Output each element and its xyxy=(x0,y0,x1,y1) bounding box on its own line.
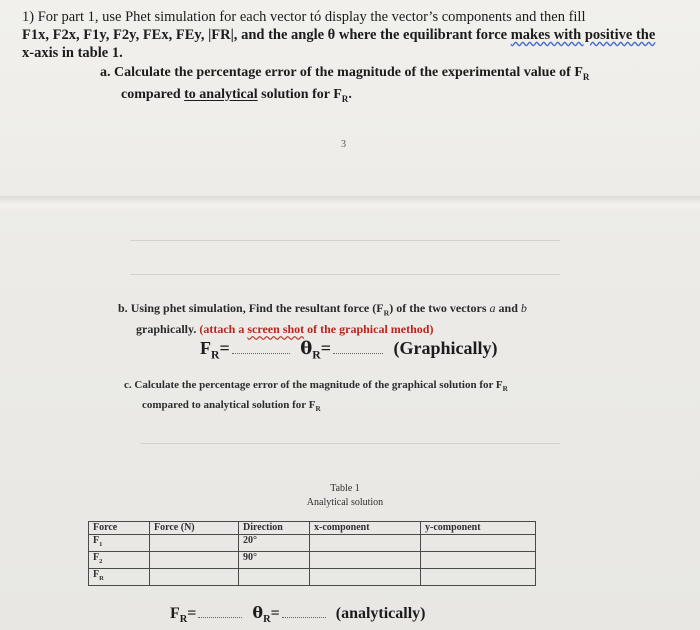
row-y-component xyxy=(421,535,536,552)
row-force-value xyxy=(150,535,239,552)
header-x-component: x-component xyxy=(310,522,421,535)
bottom-fr-label: F xyxy=(170,605,180,622)
bottom-fr-subscript: R xyxy=(179,614,188,626)
question-1-line-1: 1) For part 1, use Phet simulation for each vector tó display the vector’s components and then fill xyxy=(22,9,586,25)
part-b-attach: (attach a xyxy=(199,322,245,337)
bottom-theta-label: θ xyxy=(252,603,264,622)
part-a xyxy=(100,64,589,108)
bottom-theta-subscript: R xyxy=(263,614,271,626)
row-direction: 90° xyxy=(239,552,310,569)
header-y-component: y-component xyxy=(421,522,536,535)
row-x-component xyxy=(310,535,421,552)
part-c-subscript-1: R xyxy=(502,385,508,394)
vector-list: F1x, F2x, F1y, F2y, FEx, FEy, |FR|, xyxy=(22,27,238,43)
part-b-screenshot: screen shot xyxy=(247,322,305,337)
row-x-component xyxy=(310,552,421,569)
part-a-compared: compared xyxy=(121,86,181,102)
part-b-line-1: Using phet simulation, Find the resultant force (F xyxy=(130,301,384,315)
table-header-row xyxy=(89,522,536,535)
fr-subscript: R xyxy=(211,348,220,362)
part-b-line-1-post: ) of the two vectors xyxy=(389,301,487,315)
part-a-underlined: to analytical xyxy=(184,86,258,102)
part-b-graphically: graphically. xyxy=(136,322,197,337)
part-c-line-2: compared to analytical solution for F xyxy=(142,399,316,412)
row-x-component xyxy=(310,569,421,586)
theta-label: θ xyxy=(300,338,313,359)
row-direction: 20° xyxy=(239,535,310,552)
theta-equals: = xyxy=(320,338,331,358)
theta-blank xyxy=(333,353,383,354)
vector-a: a xyxy=(489,301,496,315)
table-row xyxy=(89,569,536,586)
theta-subscript: R xyxy=(312,348,321,362)
bottom-fr-equals: = xyxy=(187,605,197,622)
question-1-line-2 xyxy=(22,26,655,44)
graphical-result-line xyxy=(200,338,497,362)
graphically-label: (Graphically) xyxy=(393,338,498,358)
row-force-label: $F_1$ xyxy=(89,535,150,552)
part-a-subscript-1: R xyxy=(582,71,590,82)
table-title xyxy=(300,482,390,510)
bottom-theta-blank xyxy=(282,617,326,618)
part-c xyxy=(124,377,508,417)
part-b-subscript: R xyxy=(383,308,390,318)
part-a-subscript-2: R xyxy=(341,93,349,104)
row-direction xyxy=(239,569,310,586)
table-row xyxy=(89,535,536,552)
table-row xyxy=(89,552,536,569)
bottom-theta-equals: = xyxy=(270,605,280,622)
faint-rule xyxy=(140,443,560,444)
part-a-period: . xyxy=(348,86,352,102)
row-force-value xyxy=(150,569,239,586)
header-force-n: Force (N) xyxy=(150,522,239,535)
bottom-fr-blank xyxy=(198,617,242,618)
part-a-line-1: Calculate the percentage error of the magnitude of the experimental value of F xyxy=(114,65,583,80)
header-direction: Direction xyxy=(239,522,310,535)
fr-blank xyxy=(232,353,290,354)
page-number: 3 xyxy=(341,139,346,150)
row-y-component xyxy=(421,569,536,586)
analytical-result-line xyxy=(170,603,426,625)
faint-rule xyxy=(130,274,560,275)
row-force-label: $F_2$ xyxy=(89,552,150,569)
vector-b: b xyxy=(520,301,527,315)
part-b xyxy=(118,300,527,338)
table-subtitle: Analytical solution xyxy=(306,497,384,508)
faint-rule xyxy=(130,240,560,241)
part-b-and: and xyxy=(498,301,518,315)
analytically-label: (analytically) xyxy=(335,605,426,622)
page-fold-edge xyxy=(0,196,700,210)
row-force-value xyxy=(150,552,239,569)
row-force-label: $F_R$ xyxy=(89,569,150,586)
analytical-table xyxy=(88,521,536,586)
row-y-component xyxy=(421,552,536,569)
part-c-subscript-2: R xyxy=(315,405,321,414)
part-b-graphical-method: of the graphical method) xyxy=(307,322,434,337)
question-1-line-2-text: and the angle θ where the equilibrant force xyxy=(241,27,508,43)
part-c-label: c. xyxy=(124,379,132,391)
fr-label: F xyxy=(200,338,211,358)
table-number: Table 1 xyxy=(330,483,360,494)
fr-equals: = xyxy=(219,338,230,358)
header-force: Force xyxy=(89,522,150,535)
question-1-underlined-text: makes with positive the xyxy=(510,27,656,43)
part-c-line-1: Calculate the percentage error of the magnitude of the graphical solution for F xyxy=(134,379,503,391)
part-a-solution: solution for F xyxy=(261,86,342,102)
question-1 xyxy=(22,8,655,62)
question-1-line-3: x-axis in table 1. xyxy=(22,45,123,61)
part-b-label: b. xyxy=(118,301,128,315)
part-a-label: a. xyxy=(100,65,111,80)
